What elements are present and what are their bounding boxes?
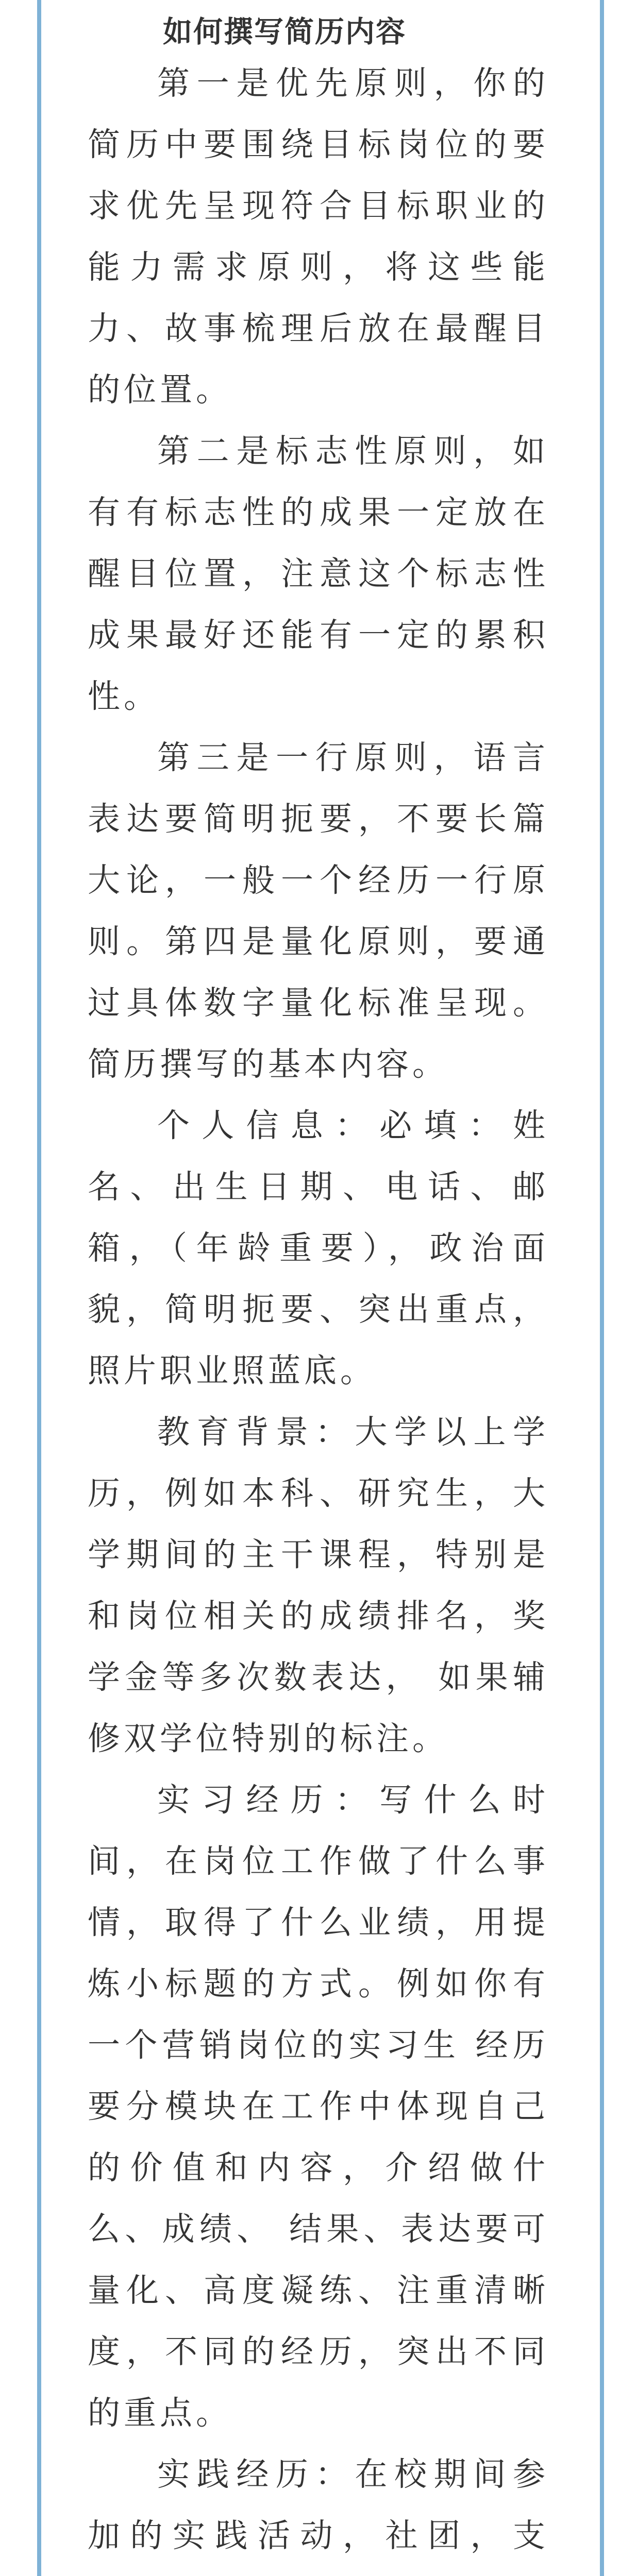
frame-right-border [600,0,604,2576]
article-title: 如何撰写简历内容 [163,15,406,49]
paragraph-education: 教育背景：大学以上学历，例如本科、研究生，大学期间的主干课程，特别是和岗位相关的成绩排名，奖学金等多次数表达， 如果辅修双学位特别的标注。 [88,1413,549,1757]
paragraph-landmark-principle: 第二是标志性原则，如有有标志性的成果一定放在醒目位置，注意这个标志性成果最好还能有一定的累积性。 [88,432,549,715]
paragraph-priority-principle: 第一是优先原则，你的简历中要围绕目标岗位的要求优先呈现符合目标职业的能力需求原则，将这些能力、故事梳理后放在最醒目的位置。 [88,64,549,409]
frame-left-border [37,0,41,2576]
paragraph-internship: 实习经历：写什么时间，在岗位工作做了什么事情，取得了什么业绩，用提炼小标题的方式。例如你有一个营销岗位的实习生 经历要分模块在工作中体现自己的价值和内容，介绍做什么、成绩、 结果、表达要可量化、高度凝练、注重清晰度，不同的经历，突出不同的重点。 [88,1781,549,2432]
paragraph-practice: 实践经历：在校期间参加的实践活动，社团，支 [88,2455,549,2554]
paragraph-one-line-principle: 第三是一行原则，语言表达要简明扼要，不要长篇大论，一般一个经历一行原则。第四是量化原则，要通过具体数字量化标准呈现。简历撰写的基本内容。 [88,739,549,1083]
article-body [88,11,549,2576]
paragraph-personal-info: 个人信息：必填：姓名、出生日期、电话、邮箱，（年龄重要），政治面貌，简明扼要、突出重点，照片职业照蓝底。 [88,1107,549,1389]
